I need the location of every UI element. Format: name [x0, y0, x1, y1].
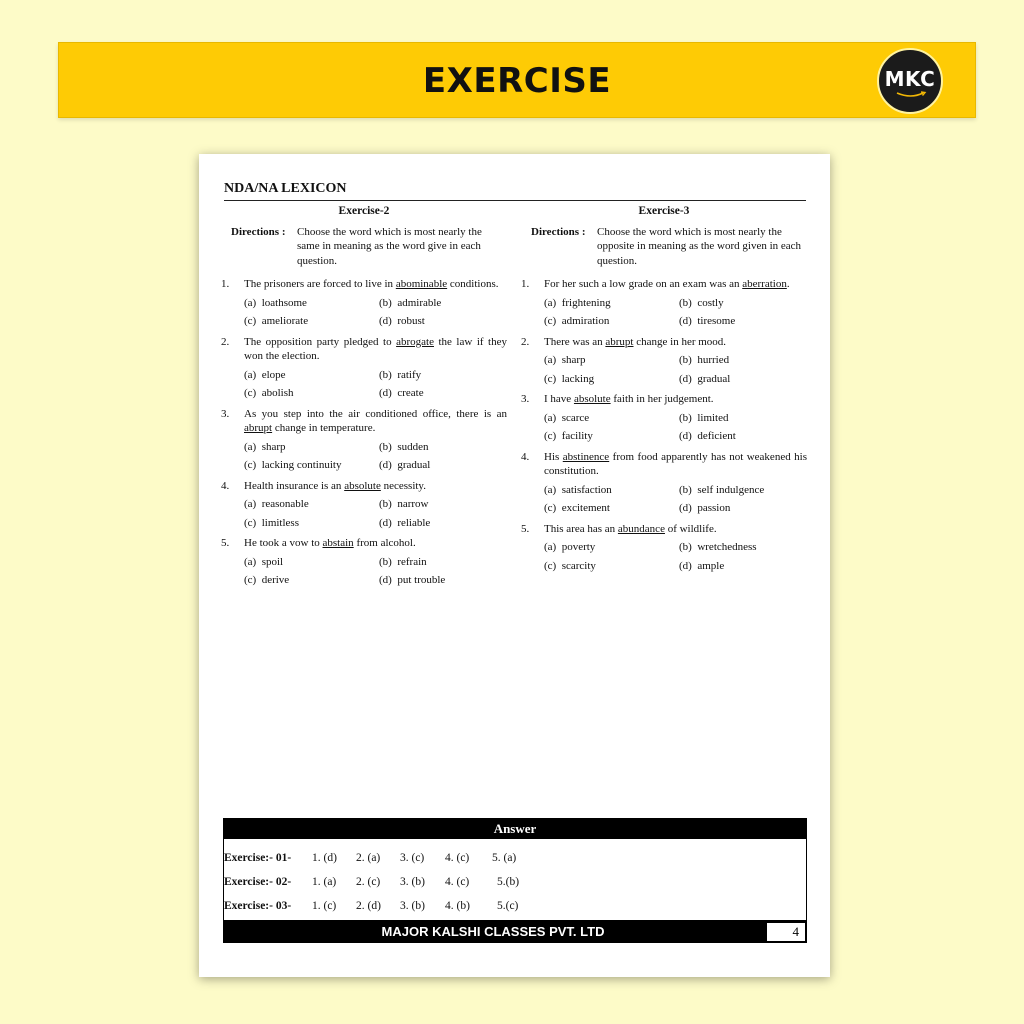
question-text-pre: There was an: [544, 335, 606, 348]
answer-value: 4. (c): [445, 876, 470, 888]
question-text: [244, 277, 507, 292]
answer-option: (b) ratify: [379, 368, 422, 381]
question-keyword: abrupt: [605, 335, 634, 348]
question-item: [521, 335, 807, 387]
answer-options: [221, 368, 507, 401]
question-item: [221, 536, 507, 588]
exercise-2-column: [221, 204, 507, 594]
question-text-post: change in her mood.: [633, 335, 727, 348]
directions-label: Directions :: [531, 225, 586, 238]
answer-options: [221, 440, 507, 473]
logo-text: MKC: [884, 67, 936, 91]
answer-value: 1. (a): [312, 876, 337, 888]
answer-option: (a) satisfaction: [544, 483, 612, 496]
answer-row-label: Exercise:- 01-: [224, 852, 292, 864]
exercise-3-title: Exercise-3: [638, 205, 690, 217]
answer-option: (a) sharp: [544, 354, 586, 366]
footer-bar: [223, 921, 807, 943]
answer-value: 5.(b): [497, 876, 520, 888]
question-line: [221, 407, 507, 436]
question-text-post: change in temperature.: [272, 422, 376, 434]
question-number: 3.: [221, 407, 230, 420]
question-item: [521, 450, 807, 516]
question-keyword: absolute: [344, 479, 381, 492]
question-text-post: of wildlife.: [664, 522, 717, 535]
answer-option: (d) deficient: [679, 430, 736, 442]
question-text: [244, 479, 507, 494]
answer-value: 1. (d): [312, 852, 337, 864]
answer-option: (d) put trouble: [379, 574, 446, 586]
question-text-post: necessity.: [380, 479, 426, 492]
directions-text: Choose the word which is most nearly the opposite in meaning as the word given in each question.: [597, 225, 802, 267]
answer-option: (a) frightening: [544, 296, 611, 309]
question-text-pre: The opposition party pledged to: [244, 335, 397, 348]
answer-options: [221, 296, 507, 329]
question-number: 2.: [521, 335, 530, 348]
answer-value: 4. (b): [445, 900, 470, 912]
footer-company: MAJOR KALSHI CLASSES PVT. LTD: [381, 924, 605, 939]
answer-option: (d) passion: [679, 502, 731, 514]
question-text-post: the law if they won the election.: [244, 335, 507, 362]
question-keyword: abrupt: [244, 422, 273, 434]
answer-option: (d) reliable: [379, 516, 431, 529]
answer-option: (b) sudden: [379, 440, 429, 453]
heading-divider: [224, 200, 806, 201]
answer-option: (c) ameliorate: [244, 315, 309, 327]
question-text: [544, 450, 807, 479]
answer-option: (d) tiresome: [679, 315, 736, 327]
question-keyword: abrogate: [396, 335, 434, 348]
answer-option: (c) facility: [544, 430, 593, 442]
answer-option: (c) limitless: [244, 516, 299, 529]
answer-option: (b) self indulgence: [679, 483, 765, 496]
answer-option: (c) lacking: [544, 372, 595, 385]
answer-option: (c) scarcity: [544, 559, 596, 572]
question-text-pre: The prisoners are forced to live in: [244, 278, 396, 290]
answer-heading: Answer: [223, 818, 807, 839]
answer-value: 2. (d): [356, 900, 381, 912]
question-line: [521, 522, 807, 537]
answer-option: (d) create: [379, 387, 424, 399]
question-line: [521, 392, 807, 407]
question-number: 1.: [221, 278, 230, 290]
question-number: 4.: [521, 450, 530, 463]
answer-option: (c) admiration: [544, 315, 610, 327]
answer-option: (a) loathsome: [244, 296, 307, 309]
answer-option: (b) narrow: [379, 498, 429, 510]
question-keyword: aberration: [742, 278, 787, 290]
exercise-3-questions: [521, 277, 807, 573]
question-text-pre: For her such a low grade on an exam was an: [544, 278, 743, 290]
answer-value: 3. (c): [400, 852, 425, 864]
question-keyword: abstinence: [562, 450, 610, 463]
question-text-pre: Health insurance is an: [244, 479, 345, 492]
question-line: [521, 450, 807, 479]
question-text-pre: This area has an: [544, 522, 618, 535]
question-text: [544, 335, 807, 350]
question-text-pre: I have: [544, 393, 574, 405]
answer-option: (b) limited: [679, 411, 729, 424]
answer-options: [521, 296, 807, 329]
question-item: [521, 522, 807, 574]
directions-label: Directions :: [231, 225, 286, 238]
answer-option: (a) scarce: [544, 411, 590, 424]
answer-option: (d) robust: [379, 315, 425, 327]
question-number: 5.: [521, 522, 530, 535]
answer-value: 3. (b): [400, 900, 425, 912]
answer-option: (d) gradual: [379, 459, 431, 471]
answer-row-label: Exercise:- 02-: [224, 876, 292, 888]
question-item: [521, 277, 807, 329]
question-text-post: .: [786, 278, 790, 290]
question-item: [521, 392, 807, 444]
question-text: [244, 536, 507, 551]
answer-options: [521, 483, 807, 516]
answer-option: (c) excitement: [544, 502, 610, 514]
question-text-post: from food apparently has not weakened his constitution.: [544, 450, 808, 477]
answer-value: 2. (c): [356, 876, 381, 888]
answer-option: (b) admirable: [379, 296, 442, 309]
answer-option: (b) hurried: [679, 354, 730, 366]
question-text-post: from alcohol.: [353, 537, 416, 549]
question-keyword: abstain: [322, 537, 354, 549]
question-text-pre: As you step into the air conditioned office, there is an: [244, 407, 507, 420]
answer-option: (a) elope: [244, 368, 286, 381]
logo-swoosh-icon: [895, 91, 927, 99]
answer-option: (a) reasonable: [244, 498, 309, 510]
answer-key: [223, 839, 807, 921]
exercise-3-column: [521, 204, 807, 579]
question-text: [544, 277, 807, 292]
directions-text: Choose the word which is most nearly the same in meaning as the word give in each question.: [297, 225, 482, 267]
question-item: [221, 479, 507, 531]
question-text: [544, 522, 807, 537]
question-text-post: faith in her judgement.: [610, 393, 714, 405]
answer-value: 2. (a): [356, 852, 381, 864]
question-keyword: abundance: [617, 522, 665, 535]
question-text: [244, 335, 507, 364]
answer-options: [221, 555, 507, 588]
question-text-post: conditions.: [447, 278, 499, 290]
question-line: [221, 277, 507, 292]
answer-option: (a) sharp: [244, 440, 286, 453]
question-item: [221, 407, 507, 473]
question-text-pre: His: [544, 450, 563, 463]
question-item: [221, 277, 507, 329]
document-heading: NDA/NA LEXICON: [224, 181, 347, 196]
answer-value: 4. (c): [445, 852, 470, 864]
answer-option: (c) abolish: [244, 387, 294, 399]
answer-value: 5. (a): [492, 852, 517, 864]
answer-value: 3. (b): [400, 876, 425, 888]
answer-option: (b) refrain: [379, 555, 427, 568]
question-line: [221, 335, 507, 364]
answer-options: [521, 411, 807, 444]
answer-option: (c) derive: [244, 574, 290, 586]
banner-title: EXERCISE: [422, 61, 612, 101]
question-number: 4.: [221, 479, 230, 492]
answer-option: (b) costly: [679, 296, 724, 309]
question-line: [221, 536, 507, 551]
page-number: 4: [767, 923, 805, 941]
question-text: [544, 392, 807, 407]
answer-option: (d) ample: [679, 559, 725, 572]
answer-option: (c) lacking continuity: [244, 459, 342, 471]
question-keyword: absolute: [573, 393, 611, 405]
answer-option: (a) poverty: [544, 541, 596, 553]
answer-option: (a) spoil: [244, 555, 284, 568]
exercise-3-directions: [521, 225, 807, 269]
answer-options: [521, 353, 807, 386]
question-number: 3.: [521, 393, 530, 405]
mkc-logo: [877, 48, 943, 114]
question-text-pre: He took a vow to: [244, 537, 323, 549]
document-page: [199, 154, 830, 977]
answer-options: [521, 540, 807, 573]
question-text: [244, 407, 507, 436]
question-line: [521, 277, 807, 292]
question-number: 5.: [221, 537, 230, 549]
exercise-banner: [58, 42, 976, 118]
answer-options: [221, 497, 507, 530]
exercise-2-questions: [221, 277, 507, 588]
answer-value: 1. (c): [312, 900, 337, 912]
answer-value: 5.(c): [497, 900, 519, 912]
question-line: [221, 479, 507, 494]
question-keyword: abominable: [395, 278, 448, 290]
question-line: [521, 335, 807, 350]
exercise-2-title: Exercise-2: [338, 205, 390, 217]
answer-option: (d) gradual: [679, 372, 731, 385]
answer-row-label: Exercise:- 03-: [224, 900, 292, 912]
question-number: 2.: [221, 335, 230, 348]
answer-option: (b) wretchedness: [679, 541, 757, 553]
question-number: 1.: [521, 278, 530, 290]
exercise-2-directions: [221, 225, 507, 269]
question-item: [221, 335, 507, 401]
